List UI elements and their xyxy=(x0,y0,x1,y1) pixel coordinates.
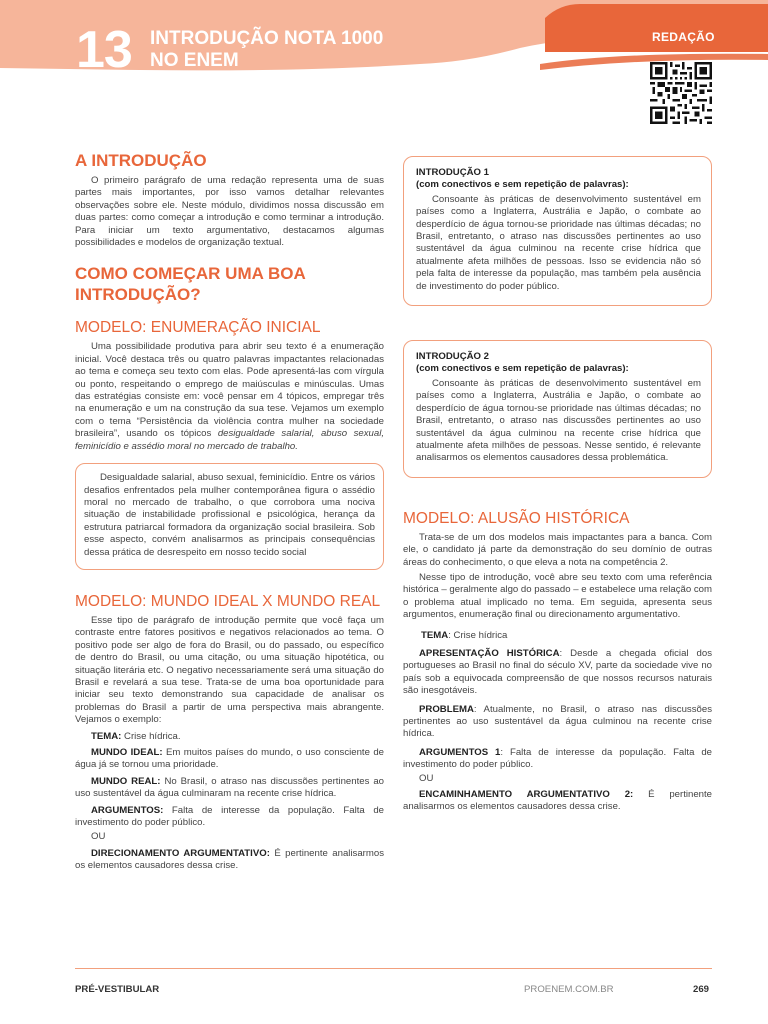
model3-paragraph1: Trata-se de um dos modelos mais impactantes para a banca. Com ele, o candidato já parte da demonstração do seu domínio de outras áreas do conhecimento, o que eleva a nota na competência 2. xyxy=(403,531,712,568)
model3-heading: MODELO: ALUSÃO HISTÓRICA xyxy=(403,509,630,527)
model2-paragraph: Esse tipo de parágrafo de introdução permite que você faça um contraste entre fatores positivos e negativos relacionados ao tema. O positivo pode ser algo de fora do Brasil, ou do passado, ou específico de dentro do Brasil, ou uma citação, ou uma situação hipotética, ou situação literária etc. O negativo necessariamente será uma situação do Brasil e revelará a sua tese. Trata-se de uma boa oportunidade para iniciar seu texto demonstrando sua capacidade de analisar os problemas do Brasil a partir de uma perspectiva mais abrangente. Vejamos o exemplo: xyxy=(75,614,384,726)
model1-example-text: Desigualdade salarial, abuso sexual, feminicídio. Entre os vários desafios enfrentados pela mulher contemporânea figura o assédio moral no mercado de trabalho, o que corrobora uma nociva situação de instabilidade profissional e psicológica, herança da estrutura patriarcal formadora da organização social brasileira. Sob esse aspecto, convém analisarmos as principais consequências dessa prática de desrespeito em nosso tecido social xyxy=(84,472,375,558)
model3-arguments xyxy=(403,747,712,772)
intro1-title: INTRODUÇÃO 1 xyxy=(416,167,490,178)
model1-heading: MODELO: ENUMERAÇÃO INICIAL xyxy=(75,319,321,337)
model3-direction xyxy=(403,789,712,814)
model1-example-box xyxy=(75,463,384,570)
model3-direction-label: ENCAMINHAMENTO ARGUMENTATIVO 2: xyxy=(419,789,634,801)
model2-heading: MODELO: MUNDO IDEAL X MUNDO REAL xyxy=(75,592,381,610)
left-column xyxy=(75,150,384,873)
intro2-title: INTRODUÇÃO 2 xyxy=(416,351,490,363)
model2-ideal xyxy=(75,747,384,772)
chapter-title xyxy=(150,28,450,72)
right-column xyxy=(403,156,712,814)
intro-paragraph: O primeiro parágrafo de uma redação representa uma de suas partes mais importantes, por isso vamos detalhar relevantes observações sobre ele. Neste módulo, dividimos nossa discussão em duas partes: como começar a introdução e como terminar a introdução. Para iniciar um texto argumentativo, destacamos algumas possibilidades e modelos de organização textual. xyxy=(75,175,384,249)
model2-real-value: No Brasil, o atraso nas discussões pertinentes ao uso sustentável da água culminaram na recente crise hídrica. xyxy=(75,775,385,800)
model3-problem xyxy=(403,704,712,741)
model3-history-value: : Desde a chegada oficial dos portugueses ao Brasil no final do século XV, parte da sociedade vive no país sob a equivocada compreensão de que nossos recursos naturais são inesgotáveis. xyxy=(403,647,712,697)
start-heading: COMO COMEÇAR UMA BOA INTRODUÇÃO? xyxy=(75,264,306,305)
model3-history-label: APRESENTAÇÃO HISTÓRICA xyxy=(419,647,560,659)
model2-arguments xyxy=(75,805,384,830)
model3-direction-value: É pertinente analisarmos os elementos causadores dessa crise. xyxy=(403,789,713,813)
model2-tema xyxy=(75,731,384,743)
model2-tema-value: Crise hídrica. xyxy=(121,730,181,742)
chapter-title-line1: INTRODUÇÃO NOTA 1000 xyxy=(150,28,384,49)
model2-direction-label: DIRECIONAMENTO ARGUMENTATIVO: xyxy=(91,847,270,859)
footer-divider xyxy=(75,968,712,969)
intro2-box xyxy=(403,340,712,478)
footer-site-link[interactable]: PROENEM.COM.BR xyxy=(524,984,614,995)
model3-tema-label: TEMA xyxy=(421,629,449,641)
intro2-subtitle: (com conectivos e sem repetição de palavras): xyxy=(416,363,629,375)
intro-heading: A INTRODUÇÃO xyxy=(75,151,207,170)
model2-tema-label: TEMA: xyxy=(91,730,122,742)
model2-direction-value: É pertinente analisarmos os elementos causadores dessa crise. xyxy=(75,847,385,872)
model1-paragraph-italic: desigualdade salarial, abuso sexual, feminicídio e assédio moral no mercado de trabalho. xyxy=(75,428,385,452)
model1-paragraph xyxy=(75,341,384,453)
model3-or: OU xyxy=(419,772,434,784)
chapter-number: 13 xyxy=(76,21,132,79)
model2-ideal-label: MUNDO IDEAL: xyxy=(91,747,163,758)
page-number: 269 xyxy=(693,984,710,995)
model2-real xyxy=(75,776,384,801)
chapter-title-line2: NO ENEM xyxy=(150,50,239,71)
qr-code-icon[interactable] xyxy=(650,62,712,124)
model1-paragraph-main: Uma possibilidade produtiva para abrir seu texto é a enumeração inicial. Você destaca três ou quatro palavras impactantes relacionadas ao tema e começa seu texto com elas. Pode apresentá-las com vírgula ou ponto, respeitando o emprego de maiúsculas e minúsculas. Umas das estratégias consiste em: você pensar em 4 tópicos, empregar três na enumeração e um na construção da sua tese. Vejamos um exemplo com o tema “Persistência da violência contra mulher na sociedade brasileira”, usando os tópicos xyxy=(75,341,384,440)
model2-ideal-value: Em muitos países do mundo, o uso consciente de água já se tornou uma prioridade. xyxy=(75,747,384,771)
model3-problem-value: : Atualmente, no Brasil, o atraso nas discussões pertinentes ao uso sustentável da água culminou na recente crise hídrica. xyxy=(403,703,712,740)
model3-history xyxy=(403,648,712,698)
model3-paragraph2: Nesse tipo de introdução, você abre seu texto com uma referência histórica – geralmente algo do passado – e estabelece uma relação com o problema atual implicado no tema. Em seguida, apresenta seus argumentos, enumeração final ou direcionamento argumentativo. xyxy=(403,571,712,621)
model3-problem-label: PROBLEMA xyxy=(419,703,474,715)
model3-tema xyxy=(403,630,712,642)
model2-direction xyxy=(75,848,384,873)
model3-tema-value: : Crise hídrica xyxy=(448,629,508,641)
model3-arguments-value: : Falta de interesse da população. Falta de investimento do poder público. xyxy=(403,746,712,771)
model2-arguments-value: Falta de interesse da população. Falta de investimento do poder público. xyxy=(75,804,384,829)
intro1-box xyxy=(403,156,712,306)
footer-course: PRÉ-VESTIBULAR xyxy=(75,984,160,995)
subject-label: REDAÇÃO xyxy=(652,30,715,44)
intro1-text: Consoante às práticas de desenvolvimento sustentável em países como a Inglaterra, Austrália e Japão, o combate ao desperdício de água tornou-se prioridade nas últimas décadas; no Brasil, entretanto, o atraso nas discussões pertinentes ao uso sustentável da água culminou na recente crise hídrica que atualmente afeta milhões de pessoas. Isso se evidencia não só pela falta de interesse da população, mas também pela ausência de investimento do poder público. xyxy=(416,193,701,292)
model2-or: OU xyxy=(91,831,106,843)
intro2-text: Consoante às práticas de desenvolvimento sustentável em países como a Inglaterra, Austrália e Japão, o combate ao desperdício de água tornou-se prioridade nas últimas décadas; no Brasil, entretanto, o atraso nas discussões pertinentes ao uso sustentável da água culminou na recente crise hídrica que atualmente afeta milhões de pessoas. Nesse sentido, é relevante analisarmos os elementos causadores dessa problemática. xyxy=(416,377,701,464)
model3-arguments-label: ARGUMENTOS 1 xyxy=(419,746,501,758)
model2-real-label: MUNDO REAL: xyxy=(91,775,161,787)
model2-arguments-label: ARGUMENTOS: xyxy=(91,804,164,816)
intro1-subtitle: (com conectivos e sem repetição de palavras): xyxy=(416,179,629,191)
